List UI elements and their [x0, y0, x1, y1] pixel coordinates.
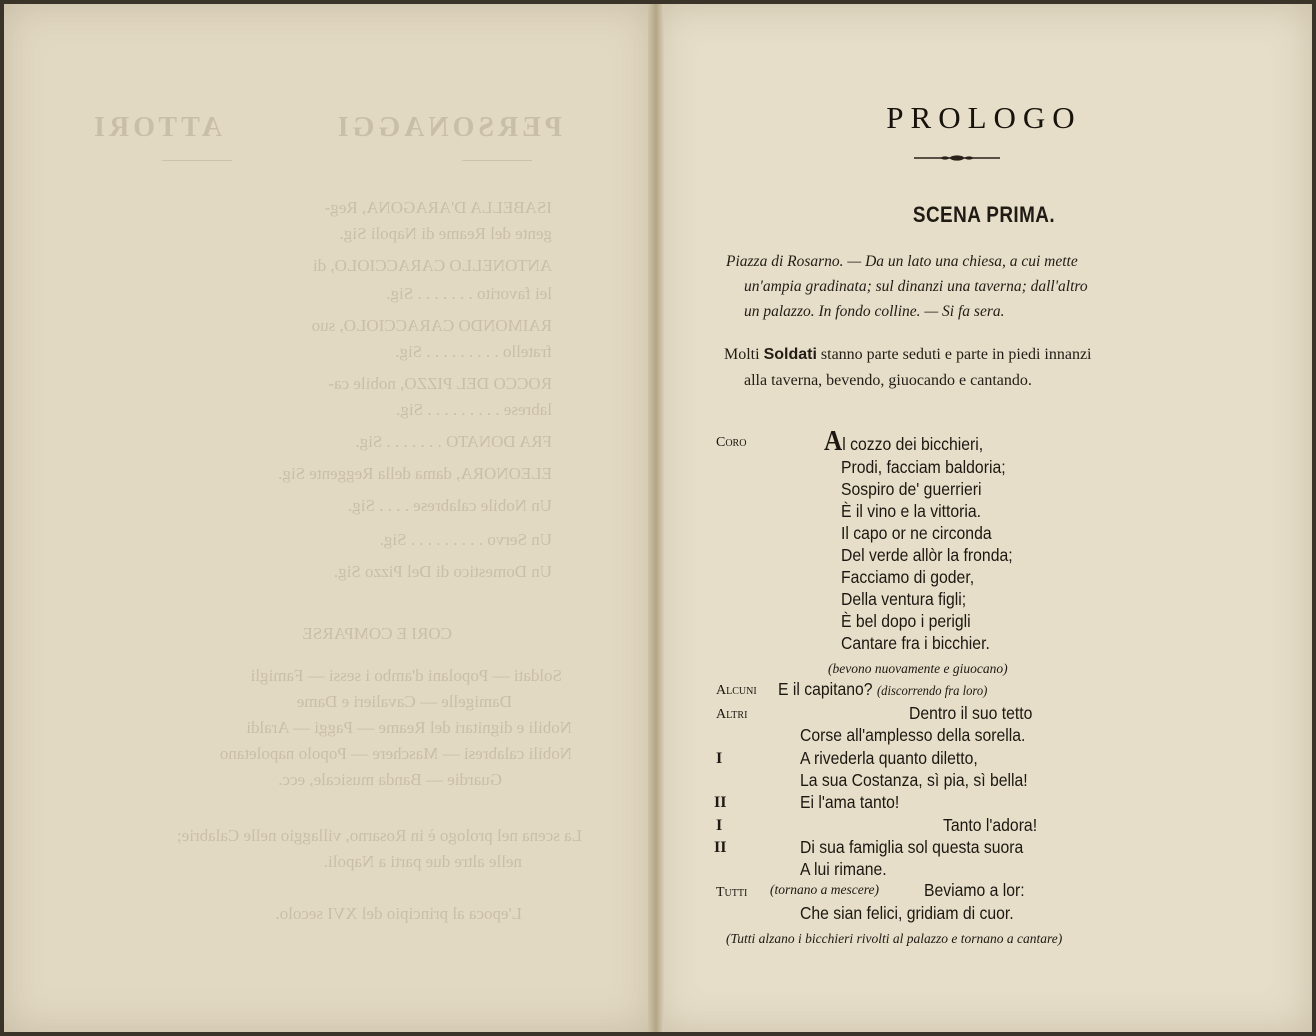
stage-direction: (bevono nuovamente e giuocano): [828, 661, 1008, 676]
speaker-label: I: [716, 750, 723, 767]
final-stage-direction: (Tutti alzano i bicchieri rivolti al palazzo e tornano a cantare): [726, 931, 1063, 946]
verse-line: Al cozzo dei bicchieri,: [824, 426, 984, 457]
verse-line: Corse all'amplesso della sorella.: [800, 725, 1026, 745]
speaker-label: Tutti: [716, 885, 748, 900]
stage-direction: (tornano a mescere): [770, 882, 879, 897]
verse-line: Del verde allòr la fronda;: [841, 545, 1013, 565]
scene-heading: SCENA PRIMA.: [912, 202, 1056, 227]
show-through-text: PERSONAGGI ATTORI ISABELLA D'ARAGONA, Reg- gente del Reame di Napoli Sig. ANTONELLO CARACCIOLO, di lei favorito . . . . . . . Sig. RAIMONDO CARACCIOLO, suo fratello . . . . . . . . . Sig. ROCCO DEL PIZZO, nobile ca- labrese . . . . . . . . . Sig. FRA DONATO . . . . . . . Sig. ELEONORA, dama della Reggente Sig. Un Nobile calabrese . . . . Sig. Un Servo . . . . . . . . . Sig. Un Domestico di Del Pizzo Sig. CORI E COMPARSE Soldati — Popolani d'ambo i sessi — Famigli Damigelle — Cavalieri e Dame Nobili e dignitari del Reame — Paggi — Araldi Nobili calabresi — Maschere — Popolo napoletano Guardie — Banda musicale, ecc. La scena nel prologo è in Rosarno, villaggio nelle Calabrie; nelle altre due parti a Napoli. L'epoca al principio del XVI secolo.: [90, 112, 582, 923]
speaker-label: Coro: [716, 435, 747, 450]
left-page: [4, 4, 652, 1032]
verse-line: Cantare fra i bicchier.: [841, 633, 990, 653]
verse-line: Facciamo di goder,: [841, 567, 975, 587]
verse-line: La sua Costanza, sì pia, sì bella!: [800, 770, 1028, 790]
speaker-label: I: [716, 817, 723, 834]
speaker-label: II: [714, 794, 727, 811]
verse-line: E il capitano? (discorrendo fra loro): [778, 679, 988, 699]
verse-line: Prodi, facciam baldoria;: [841, 457, 1006, 477]
verse-line: A rivederla quanto diletto,: [800, 748, 978, 768]
verse-line: Dentro il suo tetto: [909, 703, 1033, 723]
verse-line: Di sua famiglia sol questa suora: [800, 837, 1024, 857]
page-title: PROLOGO: [886, 100, 1082, 135]
speaker-label: Altri: [716, 707, 748, 722]
scene-description-line: alla taverna, bevendo, giuocando e cantando.: [744, 372, 1032, 389]
stage-direction-line: Piazza di Rosarno. — Da un lato una chiesa, a cui mette: [726, 253, 1078, 270]
verse-line: È il vino e la vittoria.: [841, 501, 982, 521]
drop-cap: A: [824, 426, 843, 457]
right-page: [656, 4, 1312, 1032]
verse-line: Tanto l'adora!: [943, 815, 1038, 835]
book-gutter: [648, 4, 664, 1032]
verse-line: Sospiro de' guerrieri: [841, 479, 982, 499]
speaker-label: II: [714, 839, 727, 856]
verse-line: Il capo or ne circonda: [841, 523, 992, 543]
scene-description: Molti Soldati stanno parte seduti e parte in piedi innanzi: [724, 346, 1092, 363]
stage-direction-line: un palazzo. In fondo colline. — Si fa sera.: [744, 303, 1005, 320]
verse-line: È bel dopo i perigli: [841, 611, 971, 631]
verse-line: Beviamo a lor:: [924, 880, 1025, 900]
verse-line: Della ventura figli;: [841, 589, 967, 609]
verse-line: Che sian felici, gridiam di cuor.: [800, 903, 1014, 923]
speaker-label: Alcuni: [716, 683, 757, 698]
verse-line: A lui rimane.: [800, 859, 887, 879]
verse-line: Ei l'ama tanto!: [800, 792, 900, 812]
stage-direction-line: un'ampia gradinata; sul dinanzi una taverna; dall'altro: [744, 278, 1088, 295]
ornament-divider: [914, 155, 1000, 161]
